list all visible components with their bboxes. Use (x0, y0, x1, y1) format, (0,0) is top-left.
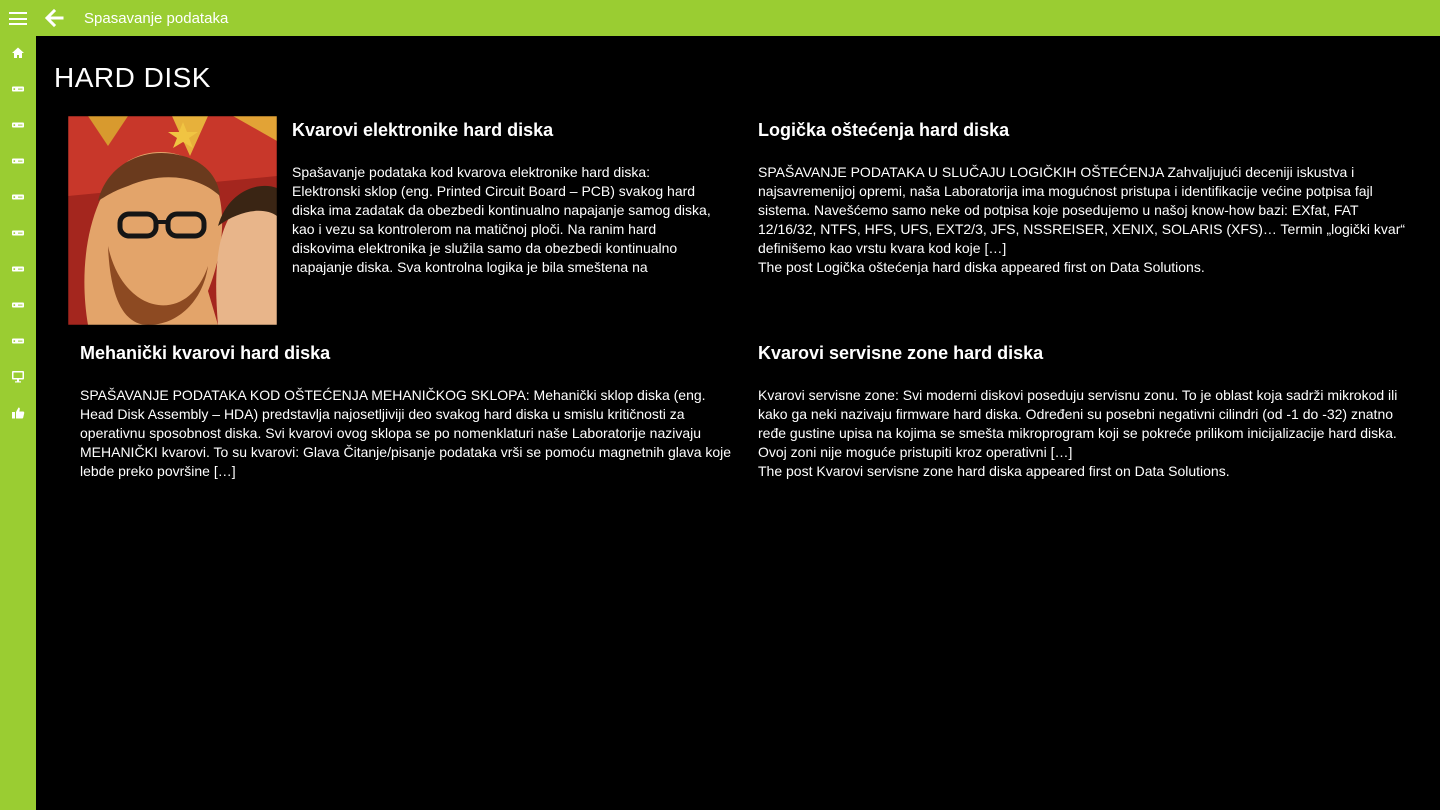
hard-drive-icon[interactable] (9, 116, 27, 134)
post-card[interactable] (758, 120, 1410, 277)
hamburger-menu-icon[interactable] (9, 12, 27, 25)
top-bar (0, 0, 1440, 36)
post-footer: The post Kvarovi servisne zone hard diska appeared first on Data Solutions. (758, 463, 1230, 479)
hard-drive-icon[interactable] (9, 80, 27, 98)
post-title[interactable]: Kvarovi servisne zone hard diska (758, 343, 1044, 363)
monitor-icon[interactable] (9, 367, 27, 385)
post-title[interactable]: Kvarovi elektronike hard diska (292, 120, 554, 140)
post-excerpt: SPAŠAVANJE PODATAKA KOD OŠTEĆENJA MEHANIČKOG SKLOPA: Mehanički sklop diska (eng. Head Disk Assembly – HDA) predstavlja najosetljiviji deo svakog hard diska u smislu kritičnosti za operativnu sposobnost diska. Svi kvarovi ovog sklopa se po nomenklaturi naše Laboratorije nazivaju MEHANIČKI kvarovi. To su kvarovi: Glava Čitanje/pisanje podataka vrši se pomoću magnetnih glava koje lebde preko površine […] (80, 387, 732, 479)
hard-drive-icon[interactable] (9, 296, 27, 314)
home-icon[interactable] (9, 44, 27, 62)
sidebar (0, 36, 36, 810)
post-excerpt: Spašavanje podataka kod kvarova elektronike hard diska: Elektronski sklop (eng. Printed Circuit Board – PCB) svakog hard diska ima zadatak da obezbedi kontinualno napajanje samog diska, kao i vezu sa kontrolerom na matičnoj ploči. Na ranim hard diskovima elektronika je služila samo da obezbedi kontinualno napajanje diska. Sva kontrolna logika je bila smeštena na (292, 164, 711, 275)
post-footer: The post Logička oštećenja hard diska appeared first on Data Solutions. (758, 259, 1205, 275)
hard-drive-icon[interactable] (9, 188, 27, 206)
post-title[interactable]: Logička oštećenja hard diska (758, 120, 1010, 140)
thumbs-up-icon[interactable] (9, 404, 27, 422)
post-title[interactable]: Mehanički kvarovi hard diska (80, 343, 331, 363)
post-excerpt: SPAŠAVANJE PODATAKA U SLUČAJU LOGIČKIH OŠTEĆENJA Zahvaljujući deceniji iskustva i najsavremenijoj opremi, naša Laboratorija ima mogućnost pristupa i identifikacije većine potpisa fajl sistema. Navešćemo samo neke od potpisa koje posedujemo u našoj know-how bazi: EXfat, FAT 12/16/32, NTFS, HFS, UFS, EXT2/3, JFS, NSSREISER, XENIX, SOLARIS (XFS)… Termin „logički kvar“ definišemo kao vrstu kvara kod koje […] (758, 164, 1406, 256)
back-arrow-icon[interactable] (44, 8, 64, 28)
post-card[interactable] (758, 343, 1410, 481)
hard-drive-icon[interactable] (9, 332, 27, 350)
post-thumbnail-image[interactable] (68, 116, 277, 325)
app-title: Spasavanje podataka (84, 10, 229, 27)
post-card[interactable] (292, 120, 712, 277)
hard-drive-icon[interactable] (9, 260, 27, 278)
post-excerpt: Kvarovi servisne zone: Svi moderni diskovi poseduju servisnu zonu. To je oblast koja sadrži mikrokod ili kako ga neki nazivaju firmware hard diska. Određeni su posebni negativni cilindri (od -1 do -32) znatno ređe gustine upisa na kojima se smešta mikroprogram koji se pokreće prilikom inicijalizacije hard diska. Ovoj zoni nije moguće pristupiti kroz operativni […] (758, 387, 1398, 460)
main-content (36, 36, 1440, 810)
post-card[interactable] (80, 343, 736, 481)
hard-drive-icon[interactable] (9, 152, 27, 170)
page-title: HARD DISK (54, 62, 211, 93)
hard-drive-icon[interactable] (9, 224, 27, 242)
